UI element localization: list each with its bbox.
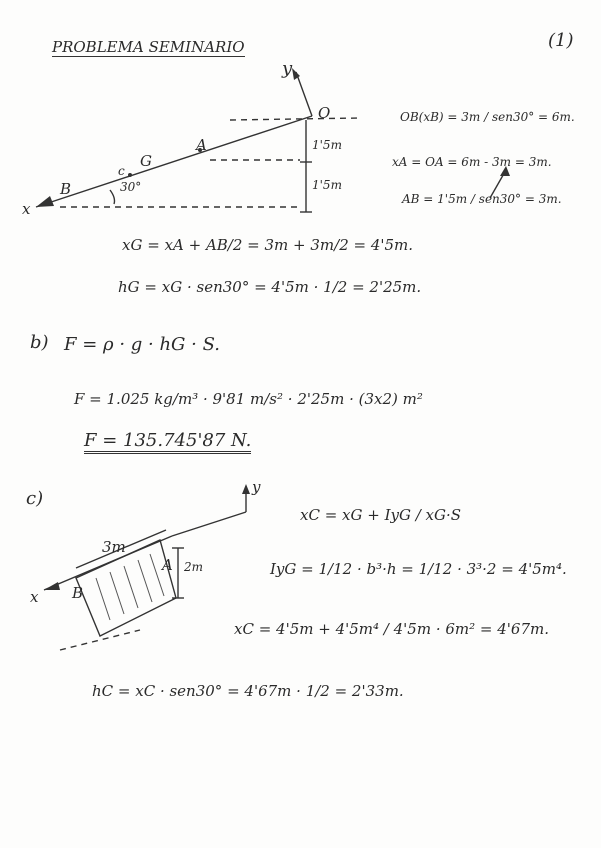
origin-label: O [318,104,331,122]
eq-force-substitution: F = 1.025 kg/m³ · 9'81 m/s² · 2'25m · (3x2) m² [74,390,423,408]
point-g-label: G [140,152,152,170]
dim-upper-label: 1'5m [312,138,342,152]
eq-iyg: IyG = 1/12 · b³·h = 1/12 · 3³·2 = 4'5m⁴. [270,560,567,578]
y-axis-label: y [282,58,293,79]
c-y-axis-label: y [252,478,261,496]
eq-ob: OB(xB) = 3m / sen30° = 6m. [400,110,575,124]
c-point-b-label: B [72,584,84,602]
x-axis-label: x [22,200,31,218]
point-a-label: A [196,136,207,154]
dim-lower-label: 1'5m [312,178,342,192]
section-b-label: b) [30,332,49,353]
eq-force-formula: F = ρ · g · hG · S. [64,334,220,355]
point-b-label: B [60,180,72,198]
c-dim-length: 3m [102,538,126,556]
eq-hg: hG = xG · sen30° = 4'5m · 1/2 = 2'25m. [118,278,422,296]
eq-xc-value: xC = 4'5m + 4'5m⁴ / 4'5m · 6m² = 4'67m. [234,620,549,638]
eq-ab: AB = 1'5m / sen30° = 3m. [402,192,562,206]
angle-label: 30° [120,180,142,194]
c-point-a-label: A [162,556,173,574]
eq-hc: hC = xC · sen30° = 4'67m · 1/2 = 2'33m. [92,682,404,700]
page-number: (1) [548,30,574,51]
c-x-axis-label: x [30,588,39,606]
eq-xg: xG = xA + AB/2 = 3m + 3m/2 = 4'5m. [122,236,414,254]
point-c-label: c [118,164,125,178]
eq-force-result: F = 135.745'87 N. [84,430,251,454]
eq-xc-formula: xC = xG + IyG / xG·S [300,506,462,524]
eq-xa: xA = OA = 6m - 3m = 3m. [392,155,552,169]
c-dim-width: 2m [184,560,204,574]
worksheet-title: PROBLEMA SEMINARIO [52,38,245,56]
section-c-label: c) [26,488,44,509]
